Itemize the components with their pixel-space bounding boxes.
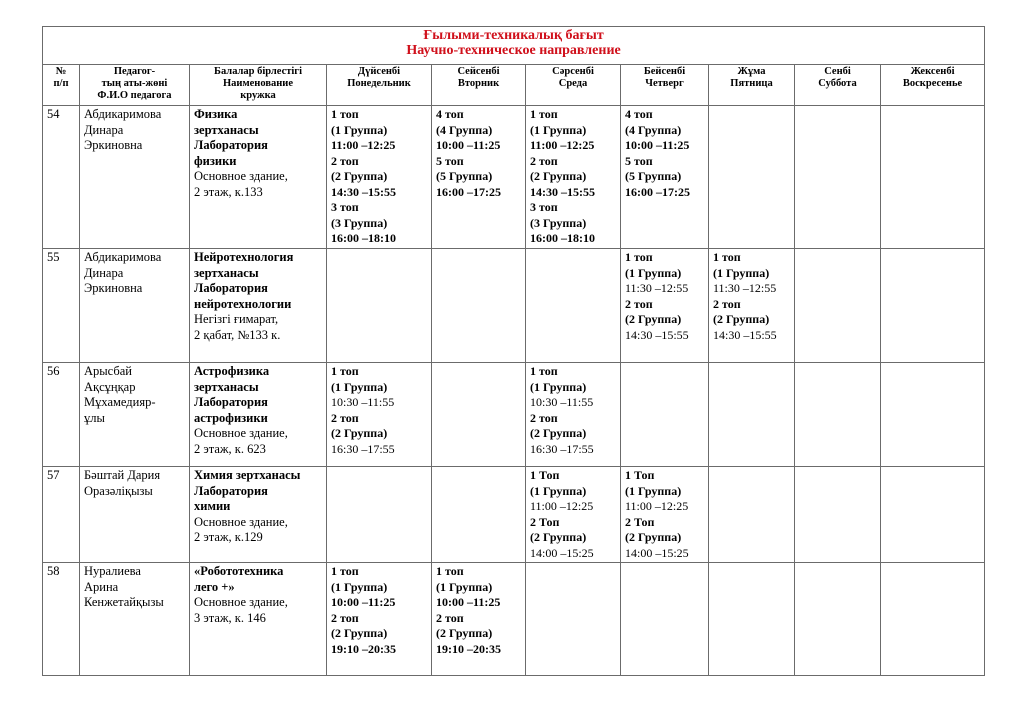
header-line: п/п	[53, 78, 69, 89]
header-line: Педагог-	[113, 66, 156, 77]
schedule-cell-sunday	[881, 363, 985, 467]
header-sunday	[881, 65, 985, 106]
schedule-line: 5 топ	[625, 153, 653, 168]
teacher-name-line: Эркиновна	[84, 138, 143, 152]
schedule-cell-tuesday	[432, 563, 526, 676]
schedule-line: (2 Группа)	[530, 426, 587, 440]
header-saturday	[795, 65, 881, 106]
header-line: Наименование	[223, 78, 293, 89]
schedule-cell-saturday	[795, 363, 881, 467]
club-line: Лаборатория	[194, 483, 268, 498]
schedule-cell-friday	[709, 106, 795, 249]
club-name	[190, 106, 327, 249]
schedule-cell-monday	[327, 467, 432, 563]
schedule-line: (1 Группа)	[436, 579, 493, 594]
schedule-cell-saturday	[795, 563, 881, 676]
schedule-line: (1 Группа)	[713, 265, 770, 280]
schedule-line: (1 Группа)	[331, 379, 388, 394]
schedule-line: 14:00 –15:25	[625, 545, 689, 560]
schedule-line: (4 Группа)	[625, 122, 682, 137]
club-line: Лаборатория	[194, 395, 268, 409]
teacher-name-line: Эркиновна	[84, 281, 143, 295]
schedule-line: 2 топ	[530, 153, 558, 168]
club-line: Лаборатория	[194, 138, 268, 152]
header-line: кружка	[240, 90, 276, 101]
header-line: Четверг	[645, 78, 684, 89]
teacher-name-line: Ақсұңқар	[84, 379, 136, 394]
schedule-cell-saturday	[795, 467, 881, 563]
schedule-line: 1 Топ	[625, 468, 655, 482]
schedule-line: 5 топ	[436, 153, 464, 168]
teacher-name-line: Нуралиева	[84, 564, 141, 578]
schedule-line: 3 топ	[530, 200, 558, 214]
header-monday	[327, 65, 432, 106]
header-line: Балалар бірлестігі	[214, 66, 302, 77]
schedule-line: 10:00 –11:25	[331, 595, 396, 609]
schedule-line: 1 топ	[331, 564, 359, 578]
schedule-line: (2 Группа)	[713, 312, 770, 326]
teacher-name	[80, 363, 190, 467]
schedule-line: (2 Группа)	[436, 626, 493, 640]
schedule-cell-sunday	[881, 467, 985, 563]
club-line: нейротехнологии	[194, 296, 292, 311]
schedule-line: 2 топ	[331, 610, 359, 625]
schedule-line: 1 топ	[331, 107, 359, 121]
schedule-line: 16:00 –17:25	[625, 184, 690, 199]
schedule-line: (1 Группа)	[625, 483, 682, 498]
table-row	[43, 249, 985, 363]
header-line: тың аты-жөні	[101, 78, 168, 89]
schedule-line: 16:30 –17:55	[530, 441, 594, 456]
schedule-line: 11:30 –12:55	[625, 281, 689, 295]
schedule-line: (4 Группа)	[436, 122, 493, 137]
header-line: №	[55, 66, 67, 77]
schedule-line: (2 Группа)	[530, 530, 587, 544]
header-number	[43, 65, 80, 106]
schedule-cell-monday	[327, 563, 432, 676]
schedule-line: 10:00 –11:25	[625, 138, 690, 152]
schedule-line: 11:00 –12:25	[530, 138, 595, 152]
row-number: 58	[43, 563, 80, 676]
teacher-name-line: Мұхамедияр-	[84, 395, 156, 409]
schedule-line: 11:00 –12:25	[530, 499, 594, 513]
header-line: Сәрсенбі	[552, 66, 594, 77]
teacher-name-line: Динара	[84, 265, 124, 280]
club-line: 2 этаж, к. 623	[194, 441, 266, 456]
row-number: 55	[43, 249, 80, 363]
schedule-line: (2 Группа)	[331, 426, 388, 440]
schedule-line: (2 Группа)	[331, 169, 388, 183]
schedule-line: (3 Группа)	[331, 215, 388, 230]
teacher-name-line: Кенжетайқызы	[84, 595, 164, 609]
schedule-cell-friday	[709, 249, 795, 363]
club-name	[190, 563, 327, 676]
schedule-line: 2 топ	[530, 410, 558, 425]
schedule-line: 16:00 –18:10	[530, 231, 595, 245]
header-thursday	[621, 65, 709, 106]
club-name	[190, 467, 327, 563]
header-line: Сенбі	[824, 66, 851, 77]
header-friday	[709, 65, 795, 106]
club-line: Основное здание,	[194, 169, 288, 183]
header-wednesday	[526, 65, 621, 106]
club-line: Нейротехнология	[194, 250, 294, 264]
schedule-cell-wednesday	[526, 363, 621, 467]
schedule-line: (1 Группа)	[530, 483, 587, 498]
header-teacher	[80, 65, 190, 106]
table-body	[43, 106, 985, 676]
schedule-cell-tuesday	[432, 249, 526, 363]
row-number: 54	[43, 106, 80, 249]
club-line: 2 қабат, №133 к.	[194, 327, 281, 342]
teacher-name-line: Оразәліқызы	[84, 483, 153, 498]
schedule-line: 16:00 –17:25	[436, 184, 501, 199]
header-line: Воскресенье	[902, 78, 963, 89]
header-line: Среда	[558, 78, 588, 89]
schedule-line: 10:00 –11:25	[436, 138, 501, 152]
teacher-name-line: Арина	[84, 579, 119, 594]
schedule-cell-tuesday	[432, 363, 526, 467]
schedule-cell-wednesday	[526, 106, 621, 249]
schedule-line: 19:10 –20:35	[331, 641, 396, 656]
schedule-line: 14:30 –15:55	[530, 184, 595, 199]
schedule-line: 1 топ	[625, 250, 653, 264]
schedule-cell-thursday	[621, 467, 709, 563]
schedule-line: (3 Группа)	[530, 215, 587, 230]
header-line: Пятница	[730, 78, 773, 89]
schedule-line: 2 топ	[331, 153, 359, 168]
schedule-line: 10:00 –11:25	[436, 595, 501, 609]
header-line: Вторник	[457, 78, 500, 89]
table-row	[43, 106, 985, 249]
header-line: Дүйсенбі	[357, 66, 401, 77]
schedule-cell-thursday	[621, 249, 709, 363]
club-line: Химия зертханасы	[194, 468, 301, 482]
schedule-line: (1 Группа)	[530, 122, 587, 137]
club-line: Основное здание,	[194, 514, 288, 529]
schedule-cell-sunday	[881, 563, 985, 676]
header-row	[43, 65, 985, 106]
schedule-line: 2 топ	[713, 296, 741, 311]
club-line: Лаборатория	[194, 281, 268, 295]
club-line: физики	[194, 153, 237, 168]
header-line: Понедельник	[347, 78, 411, 89]
schedule-line: 10:30 –11:55	[331, 395, 395, 409]
header-line: Ф.И.О педагога	[97, 90, 172, 101]
schedule-line: (1 Группа)	[530, 379, 587, 394]
schedule-line: 10:30 –11:55	[530, 395, 594, 409]
teacher-name-line: Арысбай	[84, 364, 132, 378]
schedule-line: 16:00 –18:10	[331, 231, 396, 245]
schedule-line: (5 Группа)	[625, 169, 682, 183]
schedule-line: (1 Группа)	[331, 579, 388, 594]
club-name	[190, 363, 327, 467]
header-line: Суббота	[818, 78, 857, 89]
club-line: зертханасы	[194, 379, 259, 394]
schedule-line: 3 топ	[331, 200, 359, 214]
schedule-cell-wednesday	[526, 563, 621, 676]
schedule-line: 14:00 –15:25	[530, 545, 594, 560]
title-cell	[43, 27, 985, 65]
schedule-line: 1 топ	[331, 364, 359, 378]
schedule-line: 4 топ	[625, 107, 653, 121]
schedule-line: 14:30 –15:55	[625, 327, 689, 342]
schedule-line: (1 Группа)	[625, 265, 682, 280]
schedule-cell-friday	[709, 467, 795, 563]
schedule-line: (2 Группа)	[530, 169, 587, 183]
schedule-line: 1 топ	[530, 364, 558, 378]
schedule-line: 1 Топ	[530, 468, 560, 482]
schedule-line: 1 топ	[436, 564, 464, 578]
schedule-line: (2 Группа)	[331, 626, 388, 640]
schedule-cell-wednesday	[526, 467, 621, 563]
schedule-line: 14:30 –15:55	[713, 327, 777, 342]
schedule-line: 2 топ	[625, 296, 653, 311]
schedule-line: (2 Группа)	[625, 312, 682, 326]
teacher-name-line: Бәштай Дария	[84, 468, 161, 482]
schedule-cell-wednesday	[526, 249, 621, 363]
teacher-name-line: Абдикаримова	[84, 250, 162, 264]
header-line: Жексенбі	[910, 66, 955, 77]
schedule-line: (1 Группа)	[331, 122, 388, 137]
schedule-cell-thursday	[621, 563, 709, 676]
schedule-cell-friday	[709, 563, 795, 676]
schedule-table	[42, 26, 985, 676]
header-line: Сейсенбі	[457, 66, 500, 77]
schedule-line: 2 Топ	[625, 514, 655, 529]
club-line: зертханасы	[194, 265, 259, 280]
schedule-cell-monday	[327, 249, 432, 363]
club-line: Физика	[194, 107, 238, 121]
schedule-cell-sunday	[881, 249, 985, 363]
club-line: Астрофизика	[194, 364, 270, 378]
schedule-line: 11:00 –12:25	[625, 499, 689, 513]
schedule-cell-sunday	[881, 106, 985, 249]
teacher-name	[80, 467, 190, 563]
schedule-line: 1 топ	[713, 250, 741, 264]
schedule-cell-thursday	[621, 363, 709, 467]
schedule-line: 4 топ	[436, 107, 464, 121]
club-line: 2 этаж, к.133	[194, 184, 263, 199]
row-number: 57	[43, 467, 80, 563]
schedule-cell-saturday	[795, 106, 881, 249]
schedule-line: 11:00 –12:25	[331, 138, 396, 152]
schedule-line: (2 Группа)	[625, 530, 682, 544]
title-row	[43, 27, 985, 65]
header-line: Жұма	[737, 66, 766, 77]
schedule-line: 2 топ	[436, 610, 464, 625]
table-row	[43, 563, 985, 676]
teacher-name	[80, 106, 190, 249]
table-row	[43, 363, 985, 467]
club-line: Основное здание,	[194, 595, 288, 609]
club-line: 3 этаж, к. 146	[194, 610, 266, 625]
title-russian: Научно-техническое направление	[406, 43, 621, 58]
teacher-name-line: Абдикаримова	[84, 107, 162, 121]
row-number: 56	[43, 363, 80, 467]
club-line: Основное здание,	[194, 426, 288, 440]
schedule-line: 2 Топ	[530, 514, 560, 529]
header-line: Бейсенбі	[643, 66, 686, 77]
club-name	[190, 249, 327, 363]
title-kazakh: Ғылыми-техникалық бағыт	[423, 28, 604, 43]
schedule-line: 19:10 –20:35	[436, 641, 501, 656]
schedule-line: 2 топ	[331, 410, 359, 425]
schedule-cell-tuesday	[432, 467, 526, 563]
club-line: 2 этаж, к.129	[194, 530, 263, 544]
schedule-cell-friday	[709, 363, 795, 467]
header-tuesday	[432, 65, 526, 106]
schedule-cell-saturday	[795, 249, 881, 363]
header-club	[190, 65, 327, 106]
schedule-cell-tuesday	[432, 106, 526, 249]
teacher-name	[80, 249, 190, 363]
schedule-cell-monday	[327, 363, 432, 467]
club-line: астрофизики	[194, 410, 268, 425]
schedule-line: (5 Группа)	[436, 169, 493, 183]
schedule-line: 16:30 –17:55	[331, 441, 395, 456]
club-line: химии	[194, 499, 231, 513]
schedule-cell-monday	[327, 106, 432, 249]
schedule-line: 14:30 –15:55	[331, 184, 396, 199]
teacher-name	[80, 563, 190, 676]
schedule-cell-thursday	[621, 106, 709, 249]
club-line: зертханасы	[194, 122, 259, 137]
schedule-line: 11:30 –12:55	[713, 281, 777, 295]
schedule-line: 1 топ	[530, 107, 558, 121]
club-line: лего +»	[194, 579, 235, 594]
table-row	[43, 467, 985, 563]
teacher-name-line: ұлы	[84, 410, 105, 425]
club-line: «Робототехника	[194, 564, 284, 578]
teacher-name-line: Динара	[84, 122, 124, 137]
club-line: Негізгі ғимарат,	[194, 312, 279, 326]
